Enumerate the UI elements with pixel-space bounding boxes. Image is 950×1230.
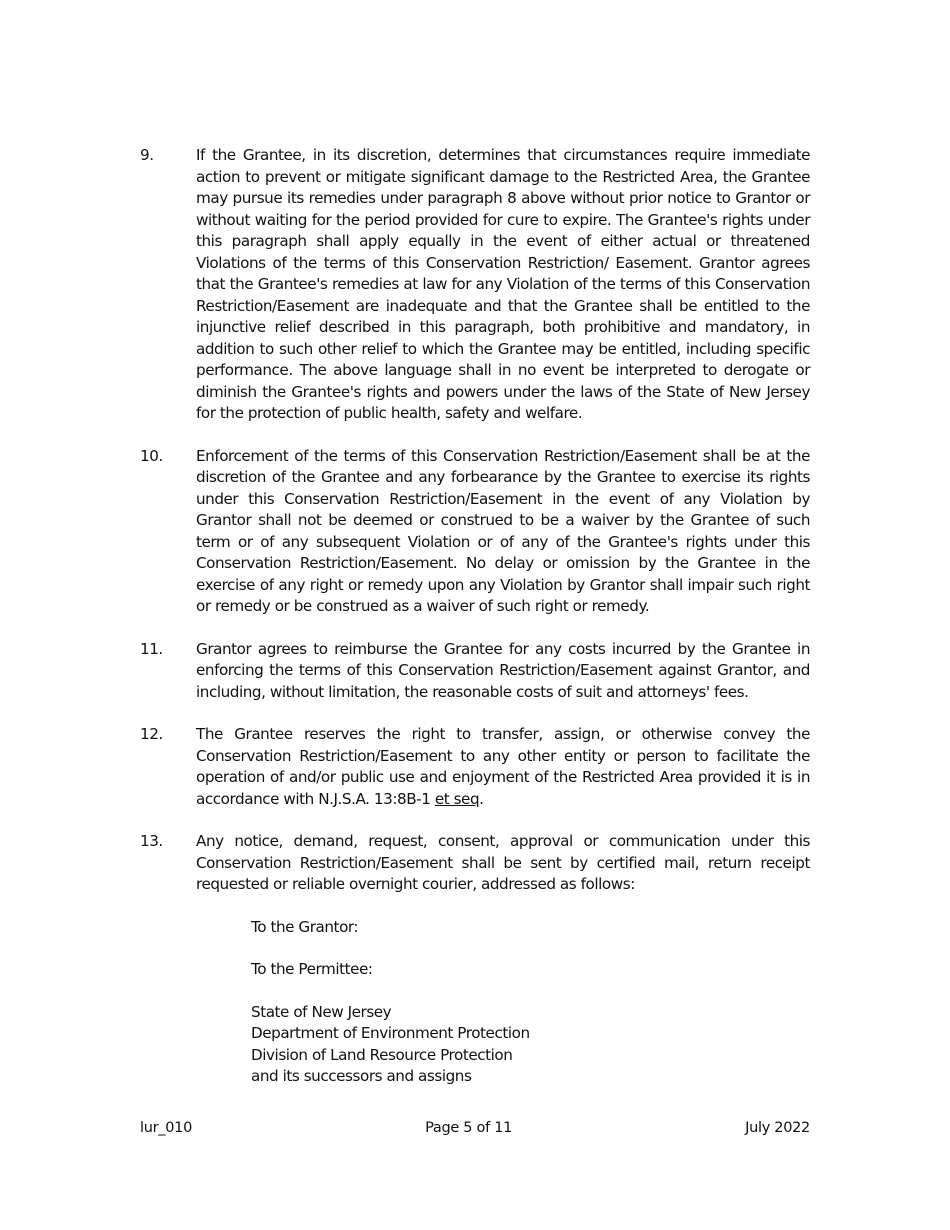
paragraph-number: 9. [140,146,154,164]
paragraph-text-main: The Grantee reserves the right to transfer, assign, or otherwise convey the Conservation Restriction/Easement to any other entity or person to facilitate the operation of and/or public use and enjoyment of the Restricted Area provided it is in accordance with N.J.S.A. 13:8B-1 [196,725,810,808]
paragraph-number: 10. [140,446,163,465]
page-footer [140,1120,810,1136]
footer-date: July 2022 [745,1120,810,1136]
footer-page-number: Page 5 of 11 [425,1120,513,1136]
paragraph-text: Any notice, demand, request, consent, approval or communication under this Conservation Restriction/Easement shall be sent by certified mail, return receipt requested or reliable overnight courier, addressed as follows: [196,832,810,893]
address-line: and its successors and assigns [251,1067,472,1085]
document-body [140,145,810,1088]
paragraph-text: Grantor agrees to reimburse the Grantee for any costs incurred by the Grantee in enforcing the terms of this Conservation Restriction/Easement against Grantor, and including, without limitation, the reasonable costs of suit and attorneys' fees. [196,639,810,701]
footer-form-id: lur_010 [140,1120,193,1136]
permittee-address [251,1002,810,1088]
permittee-label: To the Permittee: [251,960,373,978]
grantor-label: To the Grantor: [251,917,359,936]
address-line: Department of Environment Protection [251,1024,530,1042]
paragraph-number: 13. [140,832,163,850]
paragraph-12 [140,724,810,810]
paragraph-9 [140,145,810,425]
paragraph-number: 11. [140,639,163,658]
paragraph-text: Enforcement of the terms of this Conservation Restriction/Easement shall be at the discretion of the Grantee and any forbearance by the Grantee to exercise its rights under this Conservation Restriction/Easement in the event of any Violation by Grantor shall not be deemed or construed to be a waiver by the Grantee of such term or of any subsequent Violation or of any of the Grantee's rights under this Conservation Restriction/Easement. No delay or omission by the Grantee in the exercise of any right or remedy upon any Violation by Grantor shall impair such right or remedy or be construed as a waiver of such right or remedy. [196,446,810,615]
paragraph-text [196,724,810,810]
paragraph-text-end: . [479,789,484,808]
paragraph-13 [140,831,810,896]
address-line: Division of Land Resource Protection [251,1045,513,1064]
address-line: State of New Jersey [251,1002,392,1021]
et-seq-underlined: et seq [434,789,480,808]
paragraph-number: 12. [140,725,163,743]
paragraph-11 [140,639,810,704]
paragraph-10 [140,446,810,618]
address-block [251,917,810,1088]
paragraph-text: If the Grantee, in its discretion, determines that circumstances require immediate action to prevent or mitigate significant damage to the Restricted Area, the Grantee may pursue its remedies under paragraph 8 above without prior notice to Grantor or without waiting for the period provided for cure to expire. The Grantee's rights under this paragraph shall apply equally in the event of either actual or threatened Violations of the terms of this Conservation Restriction/ Easement. Grantor agrees that the Grantee's remedies at law for any Violation of the terms of this Conservation Restriction/Easement are inadequate and that the Grantee shall be entitled to the injunctive relief described in this paragraph, both prohibitive and mandatory, in addition to such other relief to which the Grantee may be entitled, including specific performance. The above language shall in no event be interpreted to derogate or diminish the Grantee's rights and powers under the laws of the State of New Jersey for the protection of public health, safety and welfare. [196,146,810,422]
